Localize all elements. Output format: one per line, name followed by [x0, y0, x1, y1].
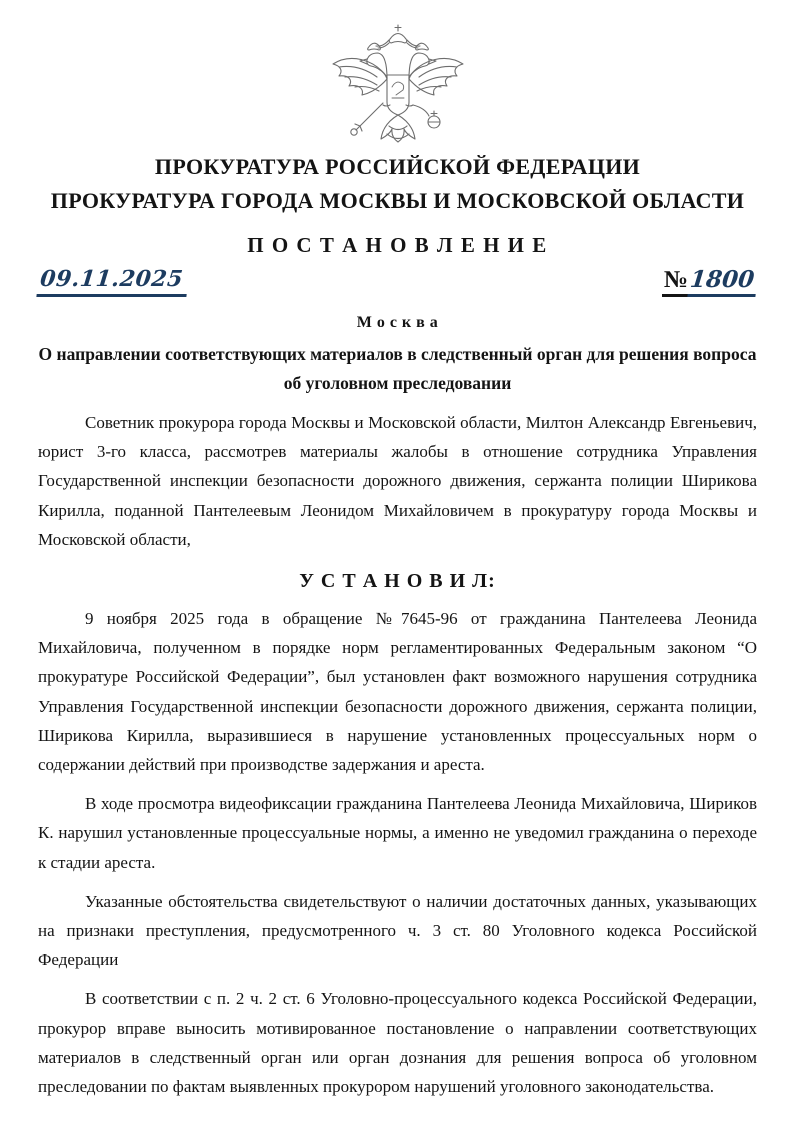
paragraph-preamble: Советник прокурора города Москвы и Московской области, Милтон Александр Евгеньевич, юрист 3-го класса, рассмотрев материалы жалобы в отношение сотрудника Управления Государственной инспекции безопасности дорожного движения, сержанта полиции Ширикова Кирилла, поданной Пантелеевым Леонидом Михайловичем в прокуратуру города Москвы и Московской области, — [38, 413, 757, 549]
city-line: М о с к в а — [356, 314, 439, 331]
document-body — [0, 408, 795, 1101]
paragraph-video-review: В ходе просмотра видеофиксации гражданина Пантелеева Леонида Михайловича, Шириков К. нарушил установленные процессуальные нормы, а именно не уведомил гражданина о переходе к стадии ареста. — [38, 794, 757, 872]
document-date: 09.11.2025 — [36, 266, 189, 297]
document-number — [662, 266, 757, 297]
resolution-heading: У С Т А Н О В И Л: — [299, 570, 496, 593]
number-value: 1800 — [687, 266, 758, 297]
org-name-federation: ПРОКУРАТУРА РОССИЙСКОЙ ФЕДЕРАЦИИ — [154, 154, 641, 179]
emblem-container — [0, 0, 795, 149]
paragraph-crime-signs: Указанные обстоятельства свидетельствуют о наличии достаточных данных, указывающих на признаки преступления, предусмотренного ч. 3 ст. 80 Уголовного кодекса Российской Федерации — [38, 891, 757, 970]
date-number-row — [0, 263, 795, 297]
org-name-moscow-region: ПРОКУРАТУРА ГОРОДА МОСКВЫ И МОСКОВСКОЙ ОБЛАСТИ — [50, 188, 745, 213]
paragraph-legal-basis: В соответствии с п. 2 ч. 2 ст. 6 Уголовно-процессуального кодекса Российской Федерации, прокурор вправе выносить мотивированное постановление о направлении соответствующих материалов в следственный орган или орган дознания для решения вопроса об уголовном преследовании по фактам выявленных прокурором нарушений уголовного законодательства. — [38, 989, 757, 1097]
document-title: О направлении соответствующих материалов в следственный орган для решения вопроса об уголовном преследовании — [38, 344, 757, 393]
paragraph-facts: 9 ноября 2025 года в обращение №7645-96 от гражданина Пантелеева Леонида Михайловича, полученном в порядке норм регламентированных Федеральным законом “О прокуратуре Российской Федерации”, был установлен факт возможного нарушения сотрудника Управления Государственной инспекции безопасности дорожного движения, сержанта полиции, Ширикова Кирилла, выразившиеся в нарушение установленных процессуальных норм о содержании действий при производстве задержания и ареста. — [38, 609, 757, 775]
number-sign: № — [662, 267, 689, 297]
document-type-heading: П О С Т А Н О В Л Е Н И Е — [247, 233, 548, 257]
